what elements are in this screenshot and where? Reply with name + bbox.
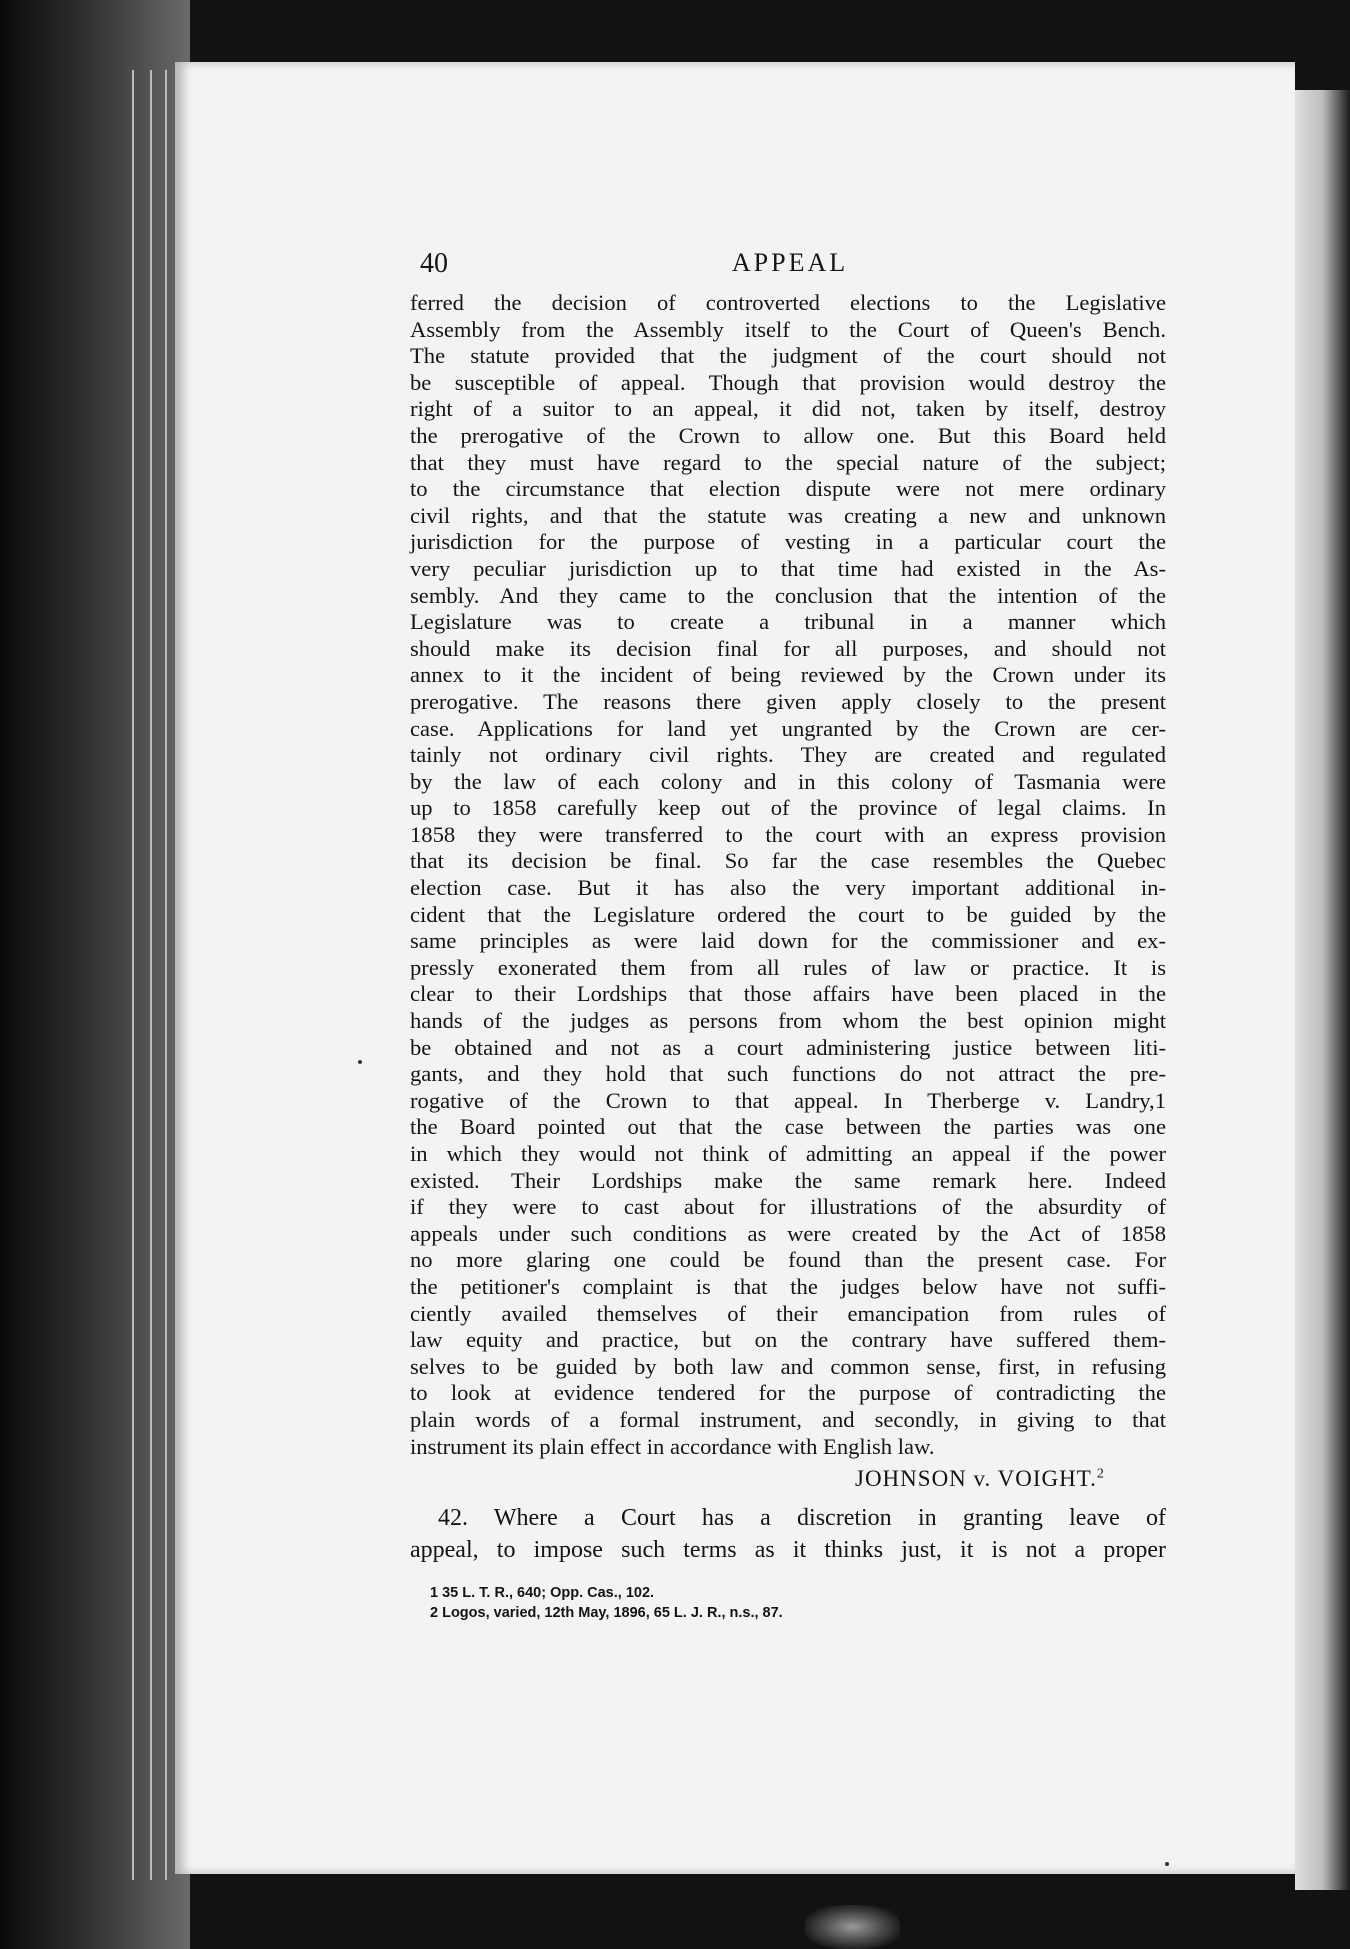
body-line: The statute provided that the judgment of the court should not — [410, 343, 1166, 369]
section-line: 42. Where a Court has a discretion in granting leave of — [438, 1505, 1166, 1531]
body-line: be obtained and not as a court administering justice between liti- — [410, 1034, 1166, 1060]
body-text — [410, 290, 1166, 1460]
binding-line — [165, 70, 167, 1880]
body-line: plain words of a formal instrument, and secondly, in giving to that — [410, 1406, 1166, 1432]
footnotes — [430, 1583, 783, 1623]
body-line: hands of the judges as persons from whom the best opinion might — [410, 1008, 1166, 1034]
body-line: tainly not ordinary civil rights. They are created and regulated — [410, 742, 1166, 768]
body-line: up to 1858 carefully keep out of the province of legal claims. In — [410, 795, 1166, 821]
body-line: the prerogative of the Crown to allow one. But this Board held — [410, 422, 1166, 448]
body-line: right of a suitor to an appeal, it did not, taken by itself, destroy — [410, 396, 1166, 422]
body-line: Legislature was to create a tribunal in a manner which — [410, 609, 1166, 635]
body-line: should make its decision final for all purposes, and should not — [410, 635, 1166, 661]
case-heading-text: JOHNSON v. VOIGHT. — [855, 1466, 1097, 1491]
running-title: APPEAL — [731, 248, 849, 277]
body-line: to look at evidence tendered for the purpose of contradicting the — [410, 1380, 1166, 1406]
body-line: cident that the Legislature ordered the court to be guided by the — [410, 901, 1166, 927]
page-speck — [358, 1060, 362, 1064]
binding-line — [150, 70, 152, 1880]
body-line: the Board pointed out that the case between the parties was one — [410, 1114, 1166, 1140]
body-line: pressly exonerated them from all rules of law or practice. It is — [410, 954, 1166, 980]
body-line: clear to their Lordships that those affairs have been placed in the — [410, 981, 1166, 1007]
section-paragraph — [410, 1502, 1166, 1566]
page-speck — [1165, 1862, 1169, 1866]
footnote: 1 35 L. T. R., 640; Opp. Cas., 102. — [430, 1585, 655, 1601]
body-line: instrument its plain effect in accordance with English law. — [410, 1433, 935, 1459]
section-line: appeal, to impose such terms as it thinks just, it is not a proper — [410, 1537, 1166, 1563]
body-line: civil rights, and that the statute was creating a new and unknown — [410, 502, 1166, 528]
body-line: if they were to cast about for illustrations of the absurdity of — [410, 1194, 1166, 1220]
body-line: rogative of the Crown to that appeal. In Therberge v. Landry,1 — [410, 1087, 1166, 1113]
body-line: sembly. And they came to the conclusion that the intention of the — [410, 582, 1166, 608]
body-line: Assembly from the Assembly itself to the Court of Queen's Bench. — [410, 316, 1166, 342]
body-line: ferred the decision of controverted elections to the Legislative — [410, 290, 1166, 315]
body-line: 1858 they were transferred to the court with an express provision — [410, 821, 1166, 847]
binding-line — [132, 70, 134, 1880]
body-line: gants, and they hold that such functions do not attract the pre- — [410, 1061, 1166, 1087]
body-line: same principles as were laid down for the commissioner and ex- — [410, 928, 1166, 954]
body-line: appeals under such conditions as were created by the Act of 1858 — [410, 1220, 1166, 1246]
body-line: by the law of each colony and in this colony of Tasmania were — [410, 768, 1166, 794]
case-heading — [855, 1466, 1105, 1492]
footnote-ref: 2 — [1096, 1466, 1105, 1482]
body-line: law equity and practice, but on the contrary have suffered them- — [410, 1327, 1166, 1353]
body-line: existed. Their Lordships make the same remark here. Indeed — [410, 1167, 1166, 1193]
body-line: prerogative. The reasons there given apply closely to the present — [410, 688, 1166, 714]
body-line: in which they would not think of admitting an appeal if the power — [410, 1141, 1166, 1166]
body-line: jurisdiction for the purpose of vesting in a particular court the — [410, 529, 1166, 555]
body-line: annex to it the incident of being reviewed by the Crown under its — [410, 662, 1166, 688]
body-line: election case. But it has also the very important additional in- — [410, 875, 1166, 901]
page-right-edge — [1295, 90, 1350, 1890]
body-line: no more glaring one could be found than the present case. For — [410, 1247, 1166, 1273]
body-line: selves to be guided by both law and common sense, first, in refusing — [410, 1353, 1166, 1379]
page-number: 40 — [420, 248, 448, 279]
body-line: to the circumstance that election dispute were not mere ordinary — [410, 476, 1166, 502]
body-line: case. Applications for land yet ungranted by the Crown are cer- — [410, 715, 1166, 741]
scan-smudge — [805, 1905, 900, 1949]
body-line: ciently availed themselves of their emancipation from rules of — [410, 1300, 1166, 1326]
body-line: be susceptible of appeal. Though that provision would destroy the — [410, 369, 1166, 395]
body-line: that its decision be final. So far the case resembles the Quebec — [410, 848, 1166, 874]
body-line: very peculiar jurisdiction up to that time had existed in the As- — [410, 555, 1166, 581]
footnote: 2 Logos, varied, 12th May, 1896, 65 L. J. R., n.s., 87. — [430, 1605, 783, 1621]
body-line: the petitioner's complaint is that the judges below have not suffi- — [410, 1273, 1166, 1299]
book-binding-edge — [0, 0, 190, 1949]
body-line: that they must have regard to the special nature of the subject; — [410, 449, 1166, 475]
